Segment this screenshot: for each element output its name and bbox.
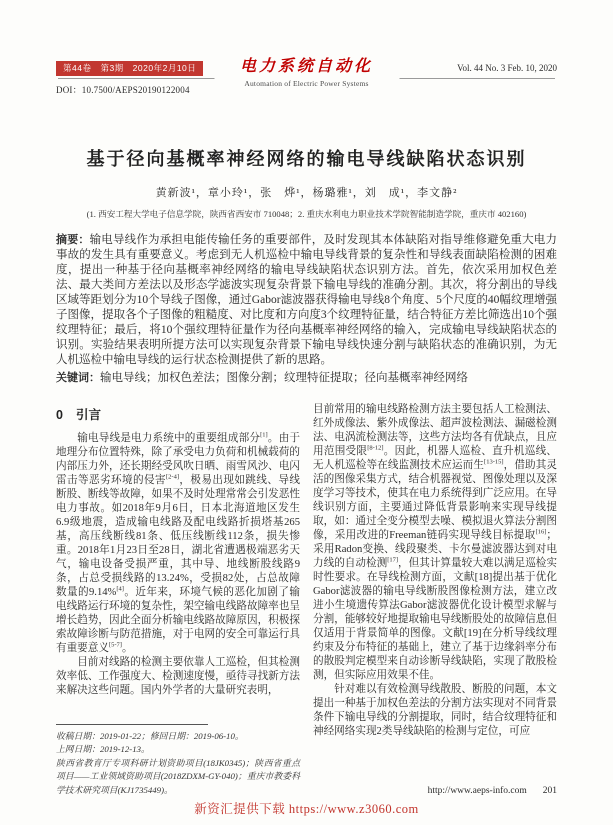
two-column-body xyxy=(56,403,557,797)
download-watermark: 新资汇提供下载 https://www.z3060.com xyxy=(194,802,419,816)
page-footer xyxy=(428,786,557,796)
keywords-label: 关键词： xyxy=(56,372,100,384)
intro-paragraph: 目前常用的输电线路检测方法主要包括人工检测法、红外成像法、紫外成像法、超声波检测法、漏磁检测法、电涡流检测法等，这些方法均各有优缺点，且应用范围受限[8-12]。因此，机器人巡检、直升机巡线、无人机巡检等在线监测技术应运而生[13-15]，借助其灵活的图像采集方式，结合机器视觉、图像处理以及深度学习等技术，使其在电力系统得到广泛应用。在导线识别方面，主要通过降低背景影响来实现导线提取，如：通过全变分模型去噪、模拟退火算法分割图像，采用改进的Freeman链码实现导线目标提取[16]；采用Radon变换、线段聚类、卡尔曼滤波器达到对电力线的自动检测[17]，但其计算量较大难以满足巡检实时性要求。在导线检测方面，文献[18]提出基于优化Gabor滤波器的输电导线断股图像检测方法，建立改进小生境遗传算法Gabor滤波器优化设计模型求解与分割，能够较好地提取输电导线断股处的故障信息但仅适用于背景简单的图像。文献[19]在分析导线纹理约束及分布特征的基础上，建立了基于边缘斜率分布的散股判定模型来自动诊断导线缺陷，实现了散股检测，但实际应用效果不佳。 xyxy=(313,404,557,681)
footnote-funding: 陕西省教育厅专项科研计划资助项目(18JK0345)；陕西省重点项目——工业领域资助项目(2018ZDXM-GY-040)；重庆市教委科学技术研究项目(KJ1735449)。 xyxy=(56,757,300,795)
footnote-received-dates: 收稿日期：2019-01-22；修回日期：2019-06-10。 xyxy=(56,730,244,741)
abstract-label: 摘要： xyxy=(56,234,90,246)
intro-paragraph: 输电导线是电力系统中的重要组成部分[1]。由于地理分布位置特殊，除了承受电力负荷和机械载荷的内部压力外，还长期经受风吹日晒、雨雪风沙、电闪雷击等恶劣环境的侵害[2-4]，极易出现如跳线、导线断股、断线等故障，如果不及时处理常常会引发恶性电力事故。如2018年9月6日，日本北海道地区发生6.9级地震，造成输电线路及配电线路折损塔基265基，高压线断线81条、低压线断线112条，损失惨重。2018年1月23日至28日，湖北省遭遇极端恶劣天气，输电设备受损严重，其中导、地线断股线路9条，占总受损线路的13.24%，受损82处，占总故障数量的9.14%[4]。近年来，环境气候的恶化加剧了输电线路运行环境的复杂性，架空输电线路故障率也呈增长趋势，因此全面分析输电线路故障原因，积极探索故障诊断与防范措施，对于电网的安全可靠运行具有重要意义[5-7]。 xyxy=(56,431,301,654)
left-column xyxy=(56,403,300,797)
section-heading-intro xyxy=(56,405,300,423)
footnote-rule xyxy=(56,724,208,725)
intro-paragraph: 目前对线路的检测主要依靠人工巡检，但其检测效率低、工作强度大、检测速度慢，亟待寻找新方法来解决这些问题。国内外学者的大量研究表明， xyxy=(56,657,300,696)
page-number: 201 xyxy=(542,786,557,796)
abstract-block xyxy=(56,233,557,386)
authors-line: 黄新波¹，章小玲¹，张 烨¹，杨璐雅¹，刘 成¹，李文静² xyxy=(155,187,458,199)
journal-name-en: Automation of Electric Power Systems xyxy=(244,79,369,88)
keywords-text: 输电导线；加权色差法；图像分割；纹理特征提取；径向基概率神经网络 xyxy=(100,372,468,384)
abstract-paragraph xyxy=(56,233,557,368)
intro-paragraph: 针对难以有效检测导线散股、断股的问题，本文提出一种基于加权色差法的分割方法实现对不同背景条件下输电导线的分割提取，同时，结合纹理特征和神经网络实现2类导线缺陷的检测与定位，可应 xyxy=(313,684,557,737)
abstract-text: 输电导线作为承担电能传输任务的重要部件，及时发现其本体缺陷对指导维修避免重大电力事故的发生具有重要意义。考虑到无人机巡检中输电导线背景的复杂性和导线表面缺陷检测的困难度，提出一种基于径向基概率神经网络的输电导线缺陷状态识别方法。首先，依次采用加权色差法、最大类间方差法以及形态学滤波实现复杂背景下输电导线的准确分割。其次，将分割出的导线区域等距划分为10个导线子图像，通过Gabor滤波器获得输电导线8个角度、5个尺度的40幅纹理增强子图像，提取各个子图像的粗糙度、对比度和方向度3个纹理特征量，结合特征方差比筛选出10个强纹理特征；最后，将10个强纹理特征量作为径向基概率神经网络的输入，完成输电导线缺陷状态的识别。实验结果表明所提方法可以实现复杂背景下输电导线快速分割与缺陷状态的准确识别，为无人机巡检中输电导线的运行状态检测提供了新的思路。 xyxy=(56,234,558,366)
keywords-line xyxy=(56,371,557,386)
journal-masthead xyxy=(214,57,399,88)
affiliations-line: (1. 西安工程大学电子信息学院，陕西省西安市 710048；2. 重庆水利电力职业技术学院智能制造学院，重庆市 402160) xyxy=(86,209,527,219)
journal-logo: 电力系统自动化 xyxy=(239,58,373,75)
article-title: 基于径向基概率神经网络的输电导线缺陷状态识别 xyxy=(86,149,527,169)
doi-text: DOI：10.7500/AEPS20190122004 xyxy=(56,85,190,95)
volume-info: Vol. 44 No. 3 Feb. 10, 2020 xyxy=(457,63,557,73)
section-title: 引言 xyxy=(75,408,101,422)
journal-url: http://www.aeps-info.com xyxy=(427,786,527,796)
page-header xyxy=(56,57,557,101)
issue-badge: 第44卷 第3期 2020年2月10日 xyxy=(56,61,203,76)
section-number: 0 xyxy=(56,408,63,422)
footnote-block xyxy=(56,724,300,798)
footnote-online-date: 上网日期：2019-12-13。 xyxy=(56,744,150,754)
right-column xyxy=(313,403,557,797)
